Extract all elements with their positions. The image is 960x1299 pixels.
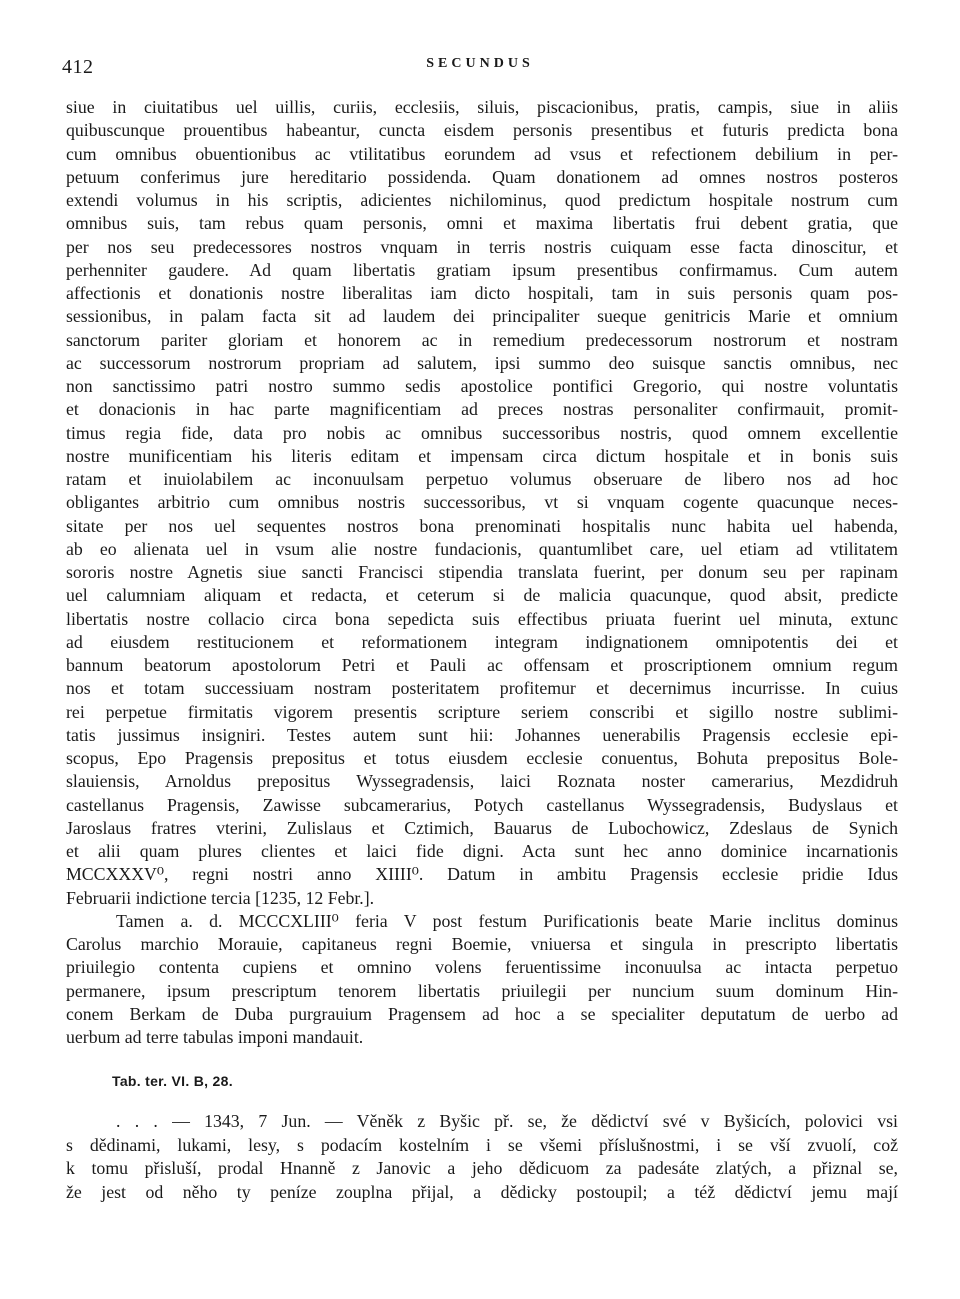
text-line: priuilegio contenta cupiens et omnino volens feruentissime inconuulsa ac intacta perpetuo <box>66 957 898 978</box>
source-note: Tab. ter. VI. B, 28. <box>112 1073 233 1089</box>
text-line: k tomu přisluší, prodal Hnanně z Janovic a jeho dědicuom za padesáte zlatých, a přiznal se, <box>66 1158 898 1178</box>
text-line: sessionibus, in palam facta sit ad laudem dei principaliter sueque genitricis Marie et omnium <box>66 306 898 327</box>
text-line: affectionis et donationis nostre liberalitas iam dicto hospitali, tam in suis personis quam pos- <box>66 283 898 303</box>
text-line: Jaroslaus fratres vterini, Zulislaus et Cztimich, Bauarus de Lubochowicz, Zdeslaus de Synich <box>66 817 898 838</box>
confirmation-paragraph <box>66 910 898 1050</box>
text-line: ab eo alienata uel in vsum alie nostre fundacionis, quantumlibet care, uel etiam ad vtilitatem <box>66 538 898 559</box>
text-line: omnibus suis, tam rebus quam personis, omni et maxima libertatis frui debent gratia, que <box>66 213 898 234</box>
text-line: nos et totam successiuam nostram posteritatem profitemur et decernimus incurrisse. In cuius <box>66 678 898 699</box>
text-line: per nos seu predecessores nostros vnquam in terris nostris cuiquam esse facta dinoscitur, et <box>66 236 898 257</box>
text-line: et donacionis in hac parte magnificentiam ad preces nostras personaliter confirmauit, promit- <box>66 399 898 420</box>
text-line: nostre munificentiam his literis editam et impensam circa dictum hospitale et in bonis suis <box>66 445 898 466</box>
text-line: cum omnibus obuentionibus ac vtilitatibus eorundem ad vsus et refectionem debilium in per- <box>66 143 898 164</box>
text-line: obligantes arbitrio cum omnibus nostris successoribus, vt si vnquam cogente quacunque neces- <box>66 492 898 513</box>
text-line: s dědinami, lukami, lesy, s podacím kostelním i se všemi příslušnostmi, i se vší zvuolí, což <box>66 1134 898 1155</box>
running-head: SECUNDUS <box>426 56 534 71</box>
text-line: bannum beatorum apostolorum Petri et Pauli ac offensam et proscriptionem omnium regum <box>66 655 898 675</box>
text-line: castellanus Pragensis, Zawisse subcamerarius, Potych castellanus Wyssegradensis, Budyslaus et <box>66 794 898 815</box>
text-line: perhenniter gaudere. Ad quam libertatis gratiam ipsum presentibus confirmamus. Cum autem <box>66 259 898 280</box>
text-line: sanctorum pariter gloriam et honorem ac in remedium predecessorum nostrorum et nostram <box>66 329 898 350</box>
text-line: extendi volumus in his scriptis, adicientes nichilominus, quod predictum hospitale nostrum cum <box>66 190 898 210</box>
text-line: conem Berkam de Duba purgrauium Pragensem ad hoc a se specialiter deputatum de uerbo ad <box>66 1003 898 1024</box>
charter-text <box>66 96 898 1049</box>
text-line: MCCXXXV⁰, regni nostri anno XIIII⁰. Datum in ambitu Pragensis ecclesie pridie Idus <box>66 864 898 885</box>
charter-paragraph <box>66 96 898 910</box>
text-line: Carolus marchio Morauie, capitaneus regni Boemie, vniuersa et singula in prescripto libertatis <box>66 934 898 954</box>
text-line: libertatis nostre collacio circa bona sepedicta suis effectibus priuata fuerint uel minuta, extunc <box>66 608 898 629</box>
text-line: Tamen a. d. MCCCXLIII⁰ feria V post festum Purificationis beate Marie inclitus dominus <box>116 910 898 931</box>
text-line: rei perpetue firmitatis vigorem presentis scripture seriem conscribi et sigillo nostre sublimi- <box>66 701 898 722</box>
text-line: siue in ciuitatibus uel uillis, curiis, ecclesiis, siluis, piscacionibus, pratis, campis, siue in aliis <box>66 97 898 117</box>
text-line: timus regia fide, data pro nobis ac omnibus successoribus nostris, quod omnem excellentie <box>66 422 898 443</box>
text-line: non sanctissimo patri nostro summo sedis apostolice pontifici Gregorio, qui nostre voluntatis <box>66 376 898 396</box>
text-line: že jest od něho ty peníze zouplna přijal, a dědicky postoupil; a též dědictví jemu mají <box>66 1181 898 1202</box>
text-line: ad eiusdem restitucionem et reformationem integram indignationem omnipotentis dei et <box>66 631 898 652</box>
text-line: scopus, Epo Pragensis prepositus et totus eiusdem ecclesie conuentus, Bohuta prepositus Bole- <box>66 748 898 768</box>
text-line: uerbum ad terre tabulas imponi mandauit. <box>66 1027 364 1047</box>
text-line: ratam et inuiolabilem ac inconuulsam perpetuo volumus obseruare de libero nos ad hoc <box>66 469 898 489</box>
text-line: sitate per nos uel sequentes nostros bona prenominati hospitalis nunc habita uel habenda, <box>66 515 898 536</box>
text-line: tatis jussimus insigniri. Testes autem sunt hii: Johannes uenerabilis Pragensis ecclesie epi- <box>66 724 898 745</box>
text-line: et alii quam plures clientes et laici fide digni. Acta sunt hec anno dominice incarnationis <box>66 841 898 861</box>
text-line: Februarii indictione tercia [1235, 12 Febr.]. <box>66 887 375 908</box>
text-line: quibuscunque prouentibus habeantur, cuncta eisdem personis presentibus et futuris predicta bona <box>66 120 898 141</box>
text-line: . . . — 1343, 7 Jun. — Věněk z Byšic př. se, že dědictví své v Byšicích, polovici vsi <box>116 1111 898 1131</box>
text-line: ac successorum nostrorum propriam ad salutem, ipsi summo deo suisque sanctis omnibus, nec <box>66 352 898 373</box>
page-number: 412 <box>62 56 94 78</box>
text-line: permanere, ipsum prescriptum tenorem libertatis priuilegii per nuncium suum dominum Hin- <box>66 980 898 1001</box>
text-line: uel calumniam aliquam et redacta, et ceterum si de malicia quacunque, quod absit, predicte <box>66 585 898 606</box>
regest-entry <box>66 1110 898 1204</box>
text-line: petuum conferimus jure hereditario possidenda. Quam donationem ad omnes nostros posteros <box>66 166 898 187</box>
text-line: sororis nostre Agnetis siue sancti Francisci stipendia translata fuerint, per donum seu per rapinam <box>66 562 898 582</box>
text-line: slauiensis, Arnoldus prepositus Wyssegradensis, laici Roznata noster camerarius, Mezdidruh <box>66 771 898 792</box>
